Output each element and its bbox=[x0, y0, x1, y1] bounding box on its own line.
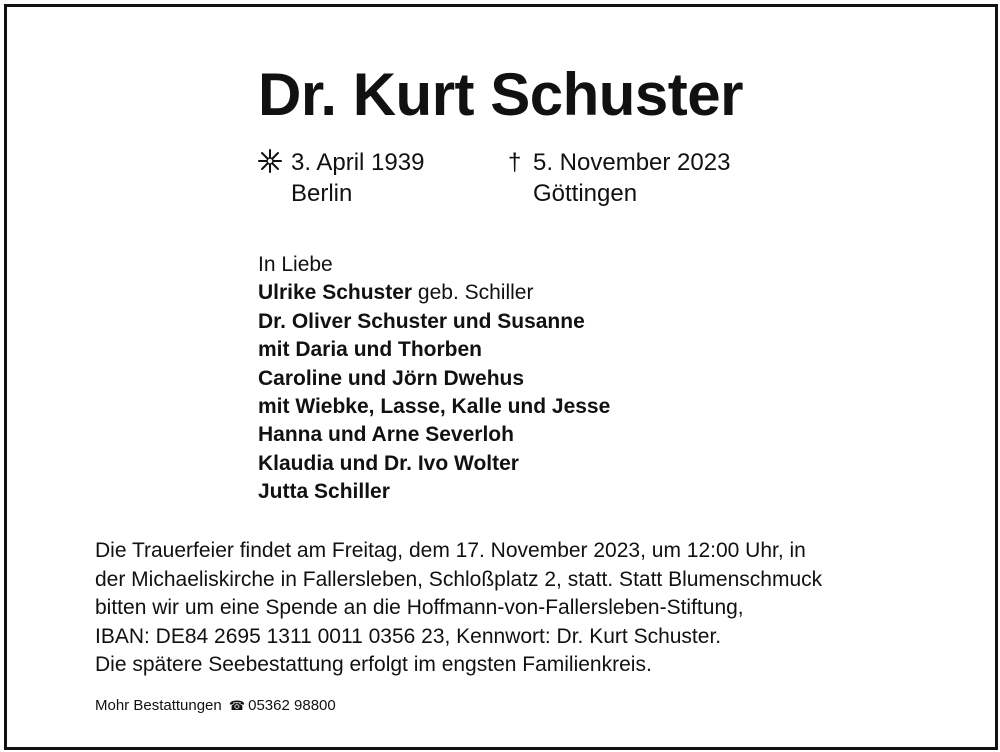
notice-line: Die spätere Seebestattung erfolgt im engsten Familienkreis. bbox=[95, 653, 652, 677]
mourner-name: Jutta Schiller bbox=[258, 480, 390, 504]
mourner-line bbox=[258, 450, 610, 478]
birth-info bbox=[258, 147, 424, 209]
mourner-name: Caroline und Jörn Dwehus bbox=[258, 366, 525, 390]
phone-icon: ☎ bbox=[228, 698, 246, 713]
mourners-intro: In Liebe bbox=[258, 253, 333, 276]
deceased-name: Dr. Kurt Schuster bbox=[258, 61, 743, 128]
mourner-line bbox=[258, 421, 610, 449]
death-info bbox=[508, 147, 730, 209]
notice-line: der Michaeliskirche in Fallersleben, Schloßplatz 2, statt. Statt Blumenschmuck bbox=[95, 567, 823, 591]
mourner-line bbox=[258, 365, 610, 393]
notice-line: Die Trauerfeier findet am Freitag, dem 17. November 2023, um 12:00 Uhr, in bbox=[95, 539, 806, 562]
funeral-notice bbox=[95, 537, 822, 680]
birth-date: 3. April 1939 bbox=[291, 149, 425, 176]
death-place: Göttingen bbox=[533, 180, 638, 207]
mourner-name: mit Daria und Thorben bbox=[258, 338, 483, 362]
mourner-line bbox=[258, 478, 610, 506]
mourners-list bbox=[258, 251, 610, 507]
funeral-home-phone: 05362 98800 bbox=[248, 697, 336, 714]
mourner-name: Ulrike Schuster bbox=[258, 281, 413, 305]
cross-icon: † bbox=[508, 149, 522, 176]
notice-line: IBAN: DE84 2695 1311 0011 0356 23, Kennwort: Dr. Kurt Schuster. bbox=[95, 624, 722, 648]
notice-line: bitten wir um eine Spende an die Hoffmann-von-Fallersleben-Stiftung, bbox=[95, 596, 744, 620]
mourner-line bbox=[258, 393, 610, 421]
mourner-name: Hanna und Arne Severloh bbox=[258, 423, 514, 447]
birth-place: Berlin bbox=[291, 180, 353, 207]
mourner-line bbox=[258, 308, 610, 336]
star-icon bbox=[258, 147, 291, 178]
mourner-line bbox=[258, 279, 610, 307]
funeral-home bbox=[95, 697, 336, 714]
mourner-note: geb. Schiller bbox=[412, 281, 534, 305]
mourner-line bbox=[258, 336, 610, 364]
mourner-name: Dr. Oliver Schuster und Susanne bbox=[258, 309, 585, 333]
mourner-name: Klaudia und Dr. Ivo Wolter bbox=[258, 451, 519, 475]
mourner-name: mit Wiebke, Lasse, Kalle und Jesse bbox=[258, 395, 611, 419]
death-date: 5. November 2023 bbox=[533, 149, 731, 176]
funeral-home-name: Mohr Bestattungen bbox=[95, 697, 222, 714]
